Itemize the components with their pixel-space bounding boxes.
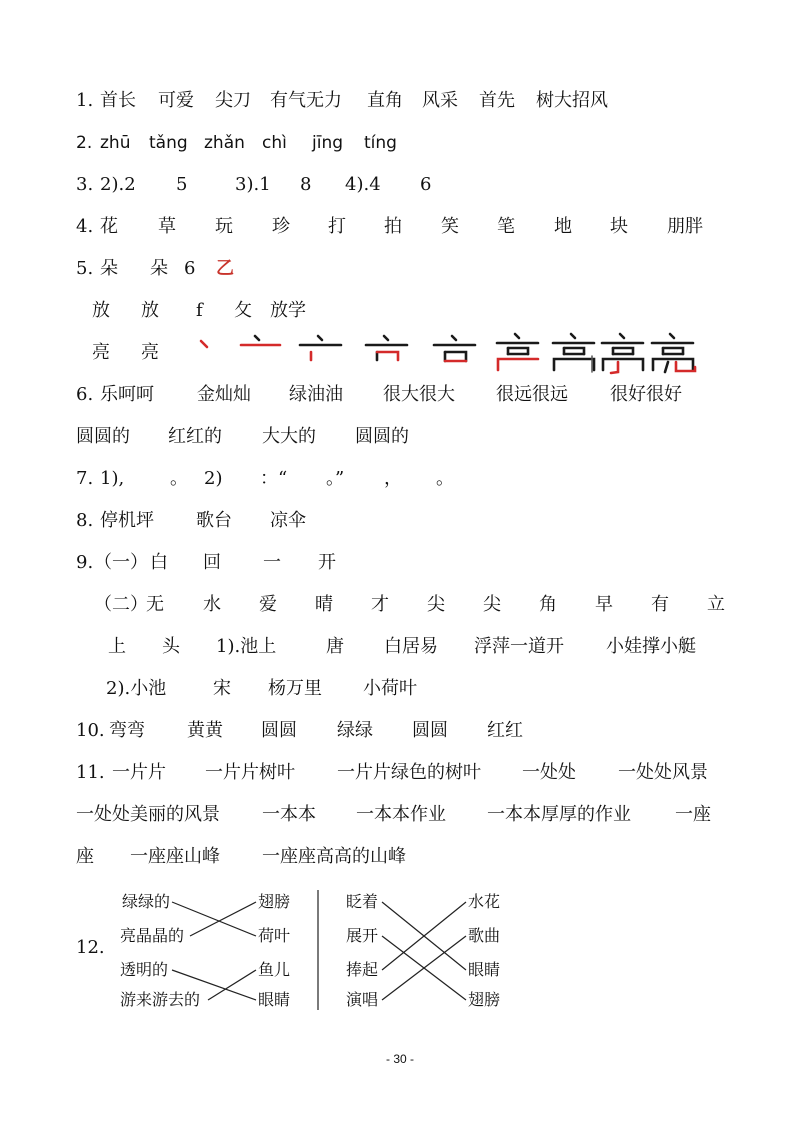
char: 开 — [318, 552, 336, 573]
pinyin: chì — [262, 133, 287, 153]
value: 8 — [300, 174, 312, 195]
word: 很好很好 — [610, 384, 682, 405]
char: 尖 — [427, 594, 445, 615]
punct: ：“ — [260, 468, 288, 489]
word: 尖刀 — [215, 90, 251, 111]
word: 弯弯 — [109, 720, 145, 741]
word: 杨万里 — [268, 678, 322, 699]
char: 亮 — [92, 342, 110, 363]
word: 一座座山峰 — [130, 846, 220, 867]
word: 放学 — [270, 300, 306, 321]
word: 绿油油 — [289, 384, 343, 405]
char: 块 — [610, 216, 628, 237]
word: 绿绿 — [337, 720, 373, 741]
char: 角 — [539, 594, 557, 615]
punct: ， — [384, 468, 402, 489]
stroke-step-5 — [434, 336, 475, 361]
word: 有气无力 — [270, 90, 342, 111]
matching-exercise — [0, 880, 800, 1020]
char: 草 — [158, 216, 176, 237]
word: 红红 — [487, 720, 523, 741]
stroke-step-3 — [300, 336, 341, 360]
match-right-word: 眨着 — [346, 892, 379, 911]
word: 浮萍一道开 — [474, 636, 564, 657]
stroke-order-diagram — [0, 326, 800, 376]
match-left-word: 亮晶晶的 — [120, 926, 185, 945]
word: 一本本 — [262, 804, 316, 825]
match-left-word: 游来游去的 — [120, 990, 201, 1009]
word: 一处处美丽的风景 — [76, 804, 220, 825]
char: 花 — [100, 216, 118, 237]
word: 直角 — [367, 90, 403, 111]
word: 白居易 — [384, 636, 438, 657]
word: 风采 — [422, 90, 458, 111]
page-number: - 30 - — [385, 1052, 414, 1066]
pinyin: tǎng — [149, 133, 188, 153]
stroke-step-8 — [602, 334, 643, 373]
char: 打 — [328, 216, 346, 237]
value: 2).2 — [100, 174, 136, 195]
match-right-word: 捧起 — [346, 960, 379, 979]
match-right-target: 水花 — [468, 892, 501, 911]
stroke-step-6 — [497, 334, 538, 370]
stroke-step-2 — [241, 336, 280, 345]
char: 无 — [146, 594, 164, 615]
word: 一座座高高的山峰 — [262, 846, 406, 867]
char: 早 — [595, 594, 613, 615]
word: 1).池上 — [216, 636, 277, 657]
value: 4).4 — [345, 174, 381, 195]
match-right-target: 眼睛 — [468, 960, 501, 979]
word: 圆圆的 — [355, 426, 409, 447]
char: 放 — [141, 300, 159, 321]
word: 首先 — [479, 90, 515, 111]
word: 很远很远 — [496, 384, 568, 405]
value: f — [196, 300, 203, 321]
char: 立 — [707, 594, 725, 615]
char: 头 — [162, 636, 180, 657]
match-right-word: 演唱 — [346, 990, 379, 1009]
punct: 。 — [170, 468, 188, 489]
item-number: 9. — [76, 552, 94, 573]
word: 一片片 — [112, 762, 166, 783]
word: 一片片树叶 — [205, 762, 295, 783]
match-right-word: 展开 — [346, 926, 379, 945]
char: 珍 — [272, 216, 290, 237]
char: 朵 — [100, 258, 118, 279]
word: 2).小池 — [106, 678, 167, 699]
char: 回 — [203, 552, 221, 573]
match-left-target: 翅膀 — [258, 892, 291, 911]
word: 停机坪 — [100, 510, 154, 531]
value: 6 — [420, 174, 432, 195]
char: 放 — [92, 300, 110, 321]
word: 圆圆 — [412, 720, 448, 741]
char: 朵 — [150, 258, 168, 279]
word: 很大很大 — [383, 384, 455, 405]
item-number: 12. — [76, 937, 105, 958]
match-left-target: 眼睛 — [258, 990, 291, 1009]
char: 朋胖 — [667, 216, 703, 237]
match-right-target: 歌曲 — [468, 926, 501, 945]
value: 5 — [176, 174, 188, 195]
pinyin: jīng — [312, 133, 344, 153]
word: 唐 — [326, 636, 344, 657]
stroke-step-7 — [553, 334, 594, 372]
word: 一本本作业 — [356, 804, 446, 825]
word: 圆圆的 — [76, 426, 130, 447]
word: 一座 — [675, 804, 711, 825]
char: 攵 — [234, 300, 252, 321]
char: 亮 — [141, 342, 159, 363]
char: 白 — [150, 552, 168, 573]
word: 宋 — [213, 678, 231, 699]
stroke-order-svg — [0, 326, 800, 376]
char: 晴 — [315, 594, 333, 615]
item-number: 3. — [76, 174, 94, 195]
word: 树大招风 — [536, 90, 608, 111]
punct: 1), — [100, 468, 125, 489]
char: 地 — [554, 216, 572, 237]
stroke-step-9 — [652, 334, 695, 372]
pinyin: zhū — [100, 133, 131, 153]
pinyin: tíng — [364, 133, 397, 153]
match-line — [190, 902, 256, 936]
match-left-word: 绿绿的 — [122, 892, 171, 911]
item-number: 4. — [76, 216, 94, 237]
word: 小娃撑小艇 — [606, 636, 696, 657]
match-left-target: 鱼儿 — [258, 960, 291, 979]
char: 水 — [203, 594, 221, 615]
match-right-target: 翅膀 — [468, 990, 501, 1009]
item-number: 11. — [76, 762, 105, 783]
stroke-step-4 — [366, 336, 407, 360]
item-number: 1. — [76, 90, 94, 111]
part-label: （一） — [94, 552, 148, 573]
char: 拍 — [384, 216, 402, 237]
char: 玩 — [215, 216, 233, 237]
char: 尖 — [483, 594, 501, 615]
stroke-step-1 — [201, 341, 207, 347]
match-left-word: 透明的 — [120, 960, 169, 979]
match-left-target: 荷叶 — [258, 926, 291, 945]
item-number: 8. — [76, 510, 94, 531]
punct: 。 — [436, 468, 454, 489]
punct: 2) — [204, 468, 223, 489]
char: 一 — [263, 552, 281, 573]
char: 笑 — [441, 216, 459, 237]
item-number: 5. — [76, 258, 94, 279]
word: 一处处风景 — [618, 762, 708, 783]
char: 上 — [108, 636, 126, 657]
pinyin: zhǎn — [204, 133, 245, 153]
word: 金灿灿 — [197, 384, 251, 405]
word: 歌台 — [196, 510, 232, 531]
char: 才 — [371, 594, 389, 615]
char: 笔 — [497, 216, 515, 237]
punct: 。” — [326, 468, 345, 489]
part-label: （二） — [94, 594, 148, 615]
item-number: 6. — [76, 384, 94, 405]
word: 一本本厚厚的作业 — [487, 804, 631, 825]
match-line — [172, 902, 256, 936]
word: 红红的 — [168, 426, 222, 447]
stroke-char: 乙 — [216, 258, 234, 279]
word: 一处处 — [522, 762, 576, 783]
value: 6 — [184, 258, 196, 279]
word: 首长 — [100, 90, 136, 111]
word: 大大的 — [262, 426, 316, 447]
item-number: 2. — [76, 133, 93, 153]
word: 小荷叶 — [363, 678, 417, 699]
word: 一片片绿色的树叶 — [337, 762, 481, 783]
word: 黄黄 — [187, 720, 223, 741]
char: 有 — [651, 594, 669, 615]
value: 3).1 — [235, 174, 271, 195]
char: 爱 — [259, 594, 277, 615]
word: 座 — [76, 846, 94, 867]
match-line — [172, 970, 256, 1000]
word: 圆圆 — [261, 720, 297, 741]
item-number: 10. — [76, 720, 105, 741]
matching-lines — [0, 880, 800, 1020]
word: 乐呵呵 — [100, 384, 154, 405]
word: 凉伞 — [270, 510, 306, 531]
word: 可爱 — [158, 90, 194, 111]
item-number: 7. — [76, 468, 94, 489]
